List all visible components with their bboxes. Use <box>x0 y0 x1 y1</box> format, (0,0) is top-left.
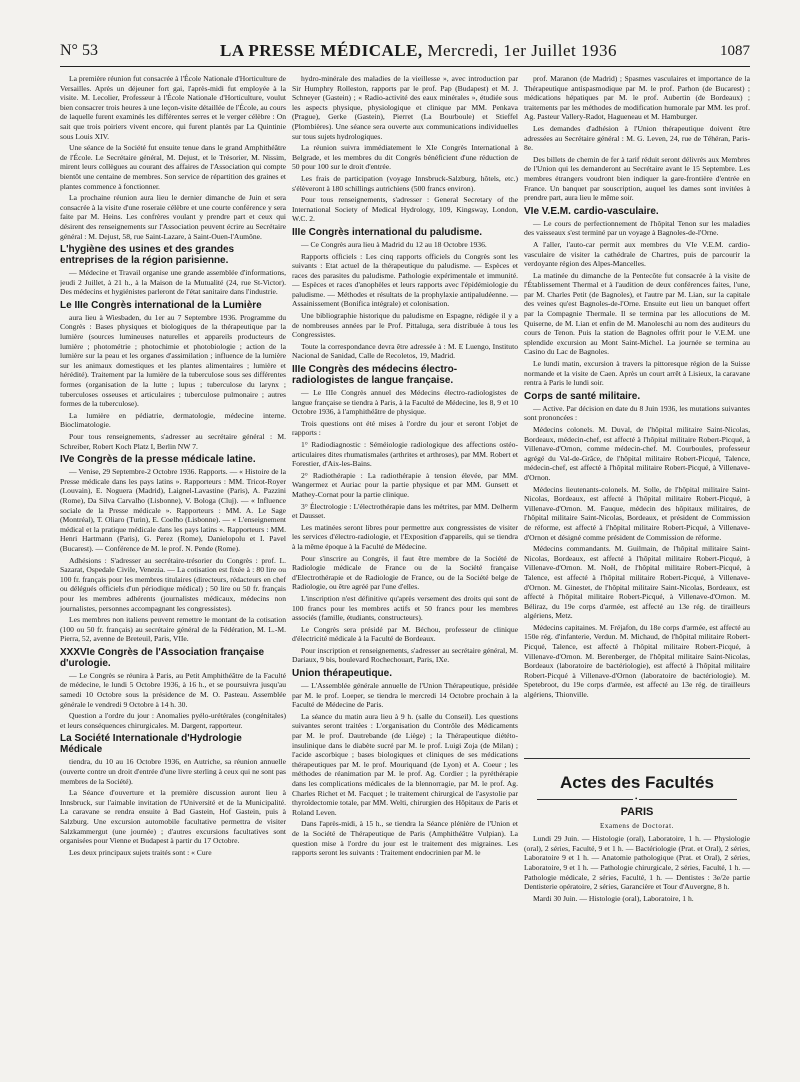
facultes-city: PARIS <box>620 806 654 818</box>
facultes-title: Actes des Facultés <box>559 773 714 792</box>
article-paragraph: Pour inscription et renseignements, s'adresser au secrétaire général, M. Dariaux, 9 bis, boulevard Rochechouart, Paris, IXe. <box>292 645 518 665</box>
article-paragraph: — Ce Congrès aura lieu à Madrid du 12 au 18 Octobre 1936. <box>301 239 487 249</box>
article-paragraph: Les matinées seront libres pour permettre aux congressistes de visiter les services d'électro-radiologie, et l'Exposition d'appareils, qui se tiendra à la même époque à la Faculté de Médecine. <box>292 522 518 551</box>
article-paragraph: — Le Congrès se réunira à Paris, au Petit Amphithéâtre de la Faculté de médecine, le lundi 5 Octobre 1936, à 16 h., et se poursuivra jusqu'au samedi 10 Octobre sous la présidence de M. O. Pasteau. Assemblée générale le vendredi 9 Octobre à 14 h. 30. <box>60 670 286 709</box>
article-paragraph: Les frais de participation (voyage Innsbruck-Salzburg, hôtels, etc.) s'élèveront à 180 schillings autrichiens (500 francs environ). <box>292 173 518 193</box>
column-3 <box>524 74 750 1064</box>
article-paragraph: Les membres non italiens peuvent remettre le montant de la cotisation (100 ou 50 fr. français) au secrétaire général de la Fédération, M. L.-M. Pierra, 52, avenne de Breteuil, Paris, VIIe. <box>60 615 286 644</box>
issue-date: Mercredi, 1er Juillet 1936 <box>427 41 617 60</box>
column-1 <box>60 74 286 1064</box>
article-paragraph: Médecins lieutenants-colonels. M. Solle, de l'hôpital militaire Saint-Nicolas, Bordeaux, est affecté à l'hôpital militaire Robert-Picqué, à Villenave-d'Ornon. M. Fauque, médecin des hôpitaux militaires, de l'hôpital militaire Saint-Nicolas, Bordeaux, et président de Commission de réforme, est affecté à l'hôpital militaire Robert-Picqué, à Villenave-d'Ornon et désigné comme président de Commission de réforme. <box>524 484 750 542</box>
article-paragraph: Pour s'inscrire au Congrès, il faut être membre de la Société de Radiologie médicale de France ou de la Société française d'Electrothérapie et de Radiologie de France, ou de la Société belge de Radiologie, ou être agréé par l'une d'elles. <box>292 553 518 592</box>
journal-title: LA PRESSE MÉDICALE, <box>220 41 423 60</box>
article-paragraph: — L'Assemblée générale annuelle de l'Union Thérapeutique, présidée par M. le prof. Loeper, se tiendra le mercredi 14 Octobre prochain à la Faculté de Médecine de Paris. <box>292 681 518 710</box>
masthead <box>220 36 617 66</box>
article-paragraph: 3° Électrologie : L'électrothérapie dans les métrites, par MM. Delherm et Dausset. <box>292 501 518 521</box>
article-paragraph: La première réunion fut consacrée à l'École Nationale d'Horticulture de Versailles. Après un déjeuner fort gai, l'après-midi fut employée à la visite. M. Lecolier, Professeur à l'École Nationale d'Horticulture, voulut bien consacrer trois heures à une leçon-visite détaillée de l'École, au cours de laquelle furent examinés les différentes serres et le verger célèbre : On sait que trois poiriers vivent encore, qui furent plantés par La Quintinie sous Louis XIV. <box>60 74 286 141</box>
article-paragraph: La séance du matin aura lieu à 9 h. (salle du Conseil). Les questions suivantes seront traitées : L'organisation du Contrôle des Médicaments par M. le prof. Dautrebande (de Liège) ; la Thérapeutique diététo-insulinique dans le diabète sucré par M. le prof. Luigi Zoja (de Milan) ; l'acide ascorbique ; bases biologiques et cliniques de ses médications thérapeutiques par M. le prof. Mouriquand (de Lyon) et A. Coeur ; les méthodes de réanimation par M. le prof. Ag. Cordier ; la pyréthérapie dans les complications médicales de la blennorragie, par M. le prof. Ag. Charles Richet et M. Facquet ; le traitement chirurgical de l'asystolie par thyroïdectomie totale, par MM. Welti, chirurgien des Hôpitaux de Paris et Roland Leven. <box>292 711 518 817</box>
column-3-body <box>524 74 750 700</box>
article-paragraph: hydro-minérale des maladies de la vieillesse », avec introduction par Sir Humphry Rolleston, rapports par le prof. Pap (Budapest) et M. J. Schneyer (Gastein) ; « Radio-activité des eaux minérales », étudiée sous les aspects physique, physiologique et clinique par MM. Penkava (Prague), Gerke (Gastein), Pierret (La Bourboule) et Stieffel (Plombières). Une séance sera ouverte aux communications individuelles sur tous sujets hydrologiques. <box>292 74 518 141</box>
article-paragraph: Adhésions : S'adresser au secrétaire-trésorier du Congrès : prof. L. Sazarat, Ospedale Civile, Venezia. — La cotisation est fixée à : 80 lire ou 100 fr. français pour les membres titulaires (directeurs, rédacteurs en chef ou délégués officiels d'un périodique médical) ; 50 lire ou 50 fr. français pour les membres adhérents (journalistes médicaux, médecins non journalistes, personnes accompagnant les congressistes). <box>60 555 286 613</box>
article-paragraph: Rapports officiels : Les cinq rapports officiels du Congrès sont les suivants : Etat actuel de la thérapeutique du paludisme. — Espèces et races des parasites du paludisme. Pathologie expérimentale et immunité. — Espèces et races d'anophèles et leurs rapports avec l'épidémiologie du paludisme. — Méthodes et résultats de la prophylaxie antipaludéenne. — Assainissement (Bonifica intégrale) et colonisation. <box>292 251 518 309</box>
article-paragraph: tiendra, du 10 au 16 Octobre 1936, en Autriche, sa réunion annuelle (ouverte contre un droit d'entrée d'une livre sterling à ceux qui ne sont pas membres de la Société). <box>60 757 286 786</box>
article-paragraph: L'inscription n'est définitive qu'après versement des droits qui sont de 100 francs pour les membres actifs et 50 francs pour les membres associés (famille, étudiants, constructeurs). <box>292 593 518 623</box>
page-number: 1087 <box>720 43 750 59</box>
article-paragraph: — Le cours de perfectionnement de l'hôpital Tenon sur les maladies des vaisseaux s'est terminé par un voyage à Bagnoles-de-l'Orne. <box>524 218 750 238</box>
article-paragraph: — Active. Par décision en date du 8 Juin 1936, les mutations suivantes sont prononcées : <box>524 403 750 423</box>
bullet-ornament: • <box>635 795 638 803</box>
article-paragraph: prof. Maranon (de Madrid) ; Spasmes vasculaires et importance de la Thérapeutique antispasmodique par M. le prof. Parhon (de Bucarest) ; médications hépatiques par M. le prof. Aubertin (de Bordeaux) ; traitements par les méthodes de modification humorale par MM. les prof. Ag. Pasteur Vallery-Radot, Hagueneau et M. Hamburger. <box>524 74 750 122</box>
article-paragraph: Pour tous renseignements, s'adresser : General Secretary of the International Society of Medical Hydrology, 109, Kingsway, London, W.C. 2. <box>292 195 518 224</box>
exam-entry: Lundi 29 Juin. — Histologie (oral), Laboratoire, 1 h. — Physiologie (oral), 2 séries, Faculté, 9 et 1 h. — Bactériologie (Prat. et Oral), 2 séries, Laboratoire 9 et 1 h. — Anatomie pathologique (Prat. et Oral), 2 séries, Laboratoire, 9 et 1 h. — Pathologie chirurgicale, 2 séries, Faculté, 1 h. — Pathologie médicale, 2 séries, Faculté, 1 h. — Dentistes : 3e/2e partie Dentisterie opératoire, 2 séries, Garancière et Tour d'Auvergne, 8 h. <box>524 834 750 892</box>
article-paragraph: A l'aller, l'auto-car permit aux membres du VIe V.E.M. cardio-vasculaire de visiter la cathédrale de Chartres, puis de parcourir la verdoyante région des Alpes-Mancelles. <box>524 239 750 269</box>
title-rule <box>537 795 737 803</box>
article-paragraph: La réunion suivra immédiatement le XIe Congrès International à Belgrade, et les membres du dit Congrès bénéficient d'une réduction de 50 pour 100 sur le droit d'entrée. <box>292 143 518 172</box>
section-heading: XXXVIe Congrès de l'Association française d'urologie. <box>60 646 265 669</box>
article-paragraph: La matinée du dimanche de la Pentecôte fut consacrée à la visite de l'Établissement Thermal et à l'audition de deux conférences faites, l'une, par M. Charles Petit (de Bagnoles), et l'autre par M. Lian, sur la capitale des veines qu'est Bagnoles-de-l'Orne. Ensuite eut lieu un banquet offert par la Compagnie Thermale. Il se termina par les allocutions de M. Quiserne, de M. Lian et enfin de M. Manoleschi au nom des auditeurs du cours de Tenon. Puis la station de Bagnoles offrit pour le V.E.M. une splendide excursion au Mont Saint-Michel. La journée se termina au Casino du Lac de Bagnoles. <box>524 270 750 357</box>
article-paragraph: Le Congrès sera présidé par M. Béchou, professeur de clinique d'électricité médicale à la Faculté de Bordeaux. <box>292 624 518 644</box>
section-heading: Union thérapeutique. <box>292 668 392 680</box>
section-heading: IIIe Congrès international du paludisme. <box>292 226 483 238</box>
article-paragraph: Dans l'après-midi, à 15 h., se tiendra la Séance plénière de l'Union et de la Société de Thérapeutique de Paris (Amphithéâtre Vulpian). La question mise à l'ordre du jour est le traitement des migraines. Les rapports seront les suivants : Traitement endocrinien par M. le <box>292 819 518 858</box>
article-paragraph: Pour tous renseignements, s'adresser au secrétaire général : M. Schreiber, Robert Koch Platz I, Berlin NW 7. <box>60 432 286 451</box>
exam-entry: Mardi 30 Juin. — Histologie (oral), Laboratoire, 1 h. <box>533 893 694 903</box>
facultes-subtitle: Examens de Doctorat. <box>599 821 674 830</box>
article-paragraph: La prochaine réunion aura lieu le dernier dimanche de Juin et sera consacrée à la visite d'une roseraie célèbre et une courte conférence y sera faite par M. Heins. Les confrères voulant y prendre part et ceux qui désirent des renseignements sur l'Association peuvent écrire au Secrétaire général : M. Dejust, 58, rue Saint-Lazare, à Saint-Ouen-l'Aumône. <box>60 193 286 241</box>
newspaper-page <box>60 36 750 1066</box>
article-paragraph: — Médecine et Travail organise une grande assemblée d'informations, jeudi 2 Juillet, à 21 h., à la Maison de la Mutualité (24, rue St-Victor). Des médecins et hygiénistes parleront de l'état sanitaire dans l'industrie. <box>60 268 286 297</box>
article-paragraph: Médecins commandants. M. Guilmain, de l'hôpital militaire Saint-Nicolas, Bordeaux, est affecté à l'hôpital militaire Robert-Picqué, à Villenave-d'Ornon. M. Noël, de l'hôpital militaire Robert-Picqué, à Talence, est affecté à l'hôpital militaire Robert-Picqué, à Villenave-d'Ornon. M. Ginestet, de l'hôpital militaire Saint-Nicolas, Bordeaux, est affecté à l'hôpital militaire Robert-Picqué, à Villenave-d'Ornon. M. Béliraz, du 19e corps d'armée, est affecté au 13e rég. de tirailleurs algériens, Metz. <box>524 544 750 621</box>
article-paragraph: La Séance d'ouverture et la première discussion auront lieu à Innsbruck, sur l'aimable invitation de l'Université et de la Municipalité. La caravane se rendra ensuite à Bad Gastein, Hof Gastein, puis à Salzburg. Une excursion automobile facultative permettra de visiter Salzkammergut (une journée) ; d'autres excursions facultatives sont organisées pour Vienne et Budapest à partir du 17 Octobre. <box>60 788 286 846</box>
section-heading: IIIe Congrès des médecins électro-radiologistes de langue française. <box>292 364 458 387</box>
article-paragraph: Trois questions ont été mises à l'ordre du jour et seront l'objet de rapports : <box>292 418 518 438</box>
article-paragraph: Une séance de la Société fut ensuite tenue dans le grand Amphithéâtre de l'École. Le Secrétaire général, M. Dejust, et le Trésorier, M. Nissim, mirent leurs collègues au courant des affaires de l'Association qui compte bientôt une centaine de membres. Son service de répartition des graines et plantes commence à fonctionner. <box>60 143 286 191</box>
page-header <box>60 36 750 67</box>
section-heading: VIe V.E.M. cardio-vasculaire. <box>524 205 659 217</box>
article-paragraph: aura lieu à Wiesbaden, du 1er au 7 Septembre 1936. Programme du Congrès : Bases physiques et biologiques de la thérapeutique par la lumière (sources lumineuses naturelles et appareils producteurs de lumière ; photométrie ; photochimie et photobiologie ; action de la lumière sur la peau et les organes d'assimilation ; influence de la lumière sur les animaux domestiques et les plantes alimentaires ; lumière et hérédité). Traitement par la lumière de la tuberculose sous ses différentes formes (organisation de la lutte ; lupus ; tuberculose du larynx ; tuberculoses osseuses et articulaires ; tuberculose pulmonaire ; autres formes de la tuberculose). <box>60 312 286 409</box>
article-paragraph: Les deux principaux sujets traités sont : « Cure <box>69 847 212 857</box>
article-paragraph: Une bibliographie historique du paludisme en Espagne, rédigée il y a de nombreuses années par le Prof. Pittaluga, sera distribuée à tous les Congressistes. <box>292 311 518 340</box>
column-2 <box>292 74 518 1064</box>
article-paragraph: Des billets de chemin de fer à tarif réduit seront délivrés aux Membres de l'Union qui les demanderont au Secrétaire avant le 15 Septembre. Les membres étrangers voudront bien indiquer la gare-frontière d'entrée en France. Un banquet par souscription, auquel les dames sont invitées à prendre part, aura lieu le même soir. <box>524 154 750 203</box>
section-heading: Le IIIe Congrès international de la Lumière <box>60 299 262 311</box>
section-heading: L'hygiène des usines et des grandes entreprises de la région parisienne. <box>60 244 235 267</box>
article-paragraph: Médecins capitaines. M. Fréjafon, du 18e corps d'armée, est affecté au 150e rég. d'infanterie, Verdun. M. Michaud, de l'hôpital militaire Robert-Picqué, Talence, est affecté à l'hôpital militaire Robert-Picqué, à Villenave-d'Ornon. M. Berenberger, de l'hôpital militaire Saint-Nicolas, Bordeaux (laboratoire de bactériologie), est affecté à l'hôpital militaire Robert-Picqué à Villenave-d'Ornon (laboratoire de bactériologie). M. Spetebroot, du 19e corps d'armée, est affecté au 13e rég. de tirailleurs algériens, Thionville. <box>524 622 750 700</box>
article-paragraph: La lumière en pédiatrie, dermatologie, médecine interne. Bioclimatologie. <box>60 410 286 430</box>
article-paragraph: Les demandes d'adhésion à l'Union thérapeutique doivent être adressées au Secrétaire général : M. G. Leven, 24, rue de Téhéran, Paris-8e. <box>524 123 750 153</box>
actes-des-facultes-section <box>524 758 750 905</box>
section-heading: La Société Internationale d'Hydrologie Médicale <box>60 733 242 756</box>
article-paragraph: 1° Radiodiagnostic : Séméiologie radiologique des affections ostéo-articulaires dites rhumatismales (arthrites et arthroses), par MM. Robert et Forestier, d'Aix-les-Bains. <box>292 440 518 469</box>
article-paragraph: 2° Radiothérapie : La radiothérapie à tension élevée, par MM. Wangermez et Auriac pour la partie physique et par MM. Gunsett et Mathey-Cornat pour la partie clinique. <box>292 470 518 499</box>
article-paragraph: Toute la correspondance devra être adressée à : M. E Luengo, Instituto Nacional de Sanidad, Calle de Recoletos, 19, Madrid. <box>292 341 518 361</box>
article-paragraph: Question a l'ordre du jour : Anomalies pyélo-urétérales (congénitales) et leurs conséquences chirurgicales. M. Dargent, rapporteur. <box>60 711 286 730</box>
issue-number: N° 53 <box>60 42 98 59</box>
article-paragraph: — Le IIIe Congrès annuel des Médecins électro-radiologistes de langue française se tiendra à Paris, à la Faculté de Médecine, les 8, 9 et 10 Octobre 1936, à l'amphithéâtre de physique. <box>292 388 518 417</box>
article-paragraph: — Venise, 29 Septembre-2 Octobre 1936. Rapports. — « Histoire de la Presse médicale dans les pays latins ». Rapporteurs : MM. Tricot-Royer (Louvain), E. Noguera (Madrid), Laignel-Lavastine (Paris), A. Pazzini (Rome), Da Silva Carvalho (Lisbonne), V. Bologa (Cluj). — « Influence sociale de la Presse médicale ». Rapporteurs : MM. A. Le Sage (Montréal), T. Oliaro (Turin), E. Coelho (Lisbonne). — « L'enseignement médical et la pratique médicale dans les pays latins ». Rapporteurs : MM. Henri Hartmann (Paris), G. Perez (Rome), Danielopolu et I. Pavel (Bucarest). — Conférence de M. le prof. N. Pende (Rome). <box>60 467 286 553</box>
section-heading: Corps de santé militaire. <box>524 390 641 402</box>
article-paragraph: Médecins colonels. M. Duval, de l'hôpital militaire Saint-Nicolas, Bordeaux, médecin-chef, est affecté à l'hôpital militaire Robert-Picqué, à Villenave-d'Ornon, comme médecin-chef. M. Courboules, professeur agrégé du Val-de-Grâce, de l'hôpital militaire Robert-Picqué, Talence, médecin-chef, est affecté à l'hôpital militaire Robert-Picqué, à Villenave-d'Ornon. <box>524 425 750 482</box>
article-paragraph: Le lundi matin, excursion à travers la pittoresque région de la Suisse normande et la visite de Caen. Après un court arrêt à Lisieux, la caravane rentra à Paris le lundi soir. <box>524 359 750 388</box>
section-heading: IVe Congrès de la presse médicale latine. <box>60 454 256 466</box>
